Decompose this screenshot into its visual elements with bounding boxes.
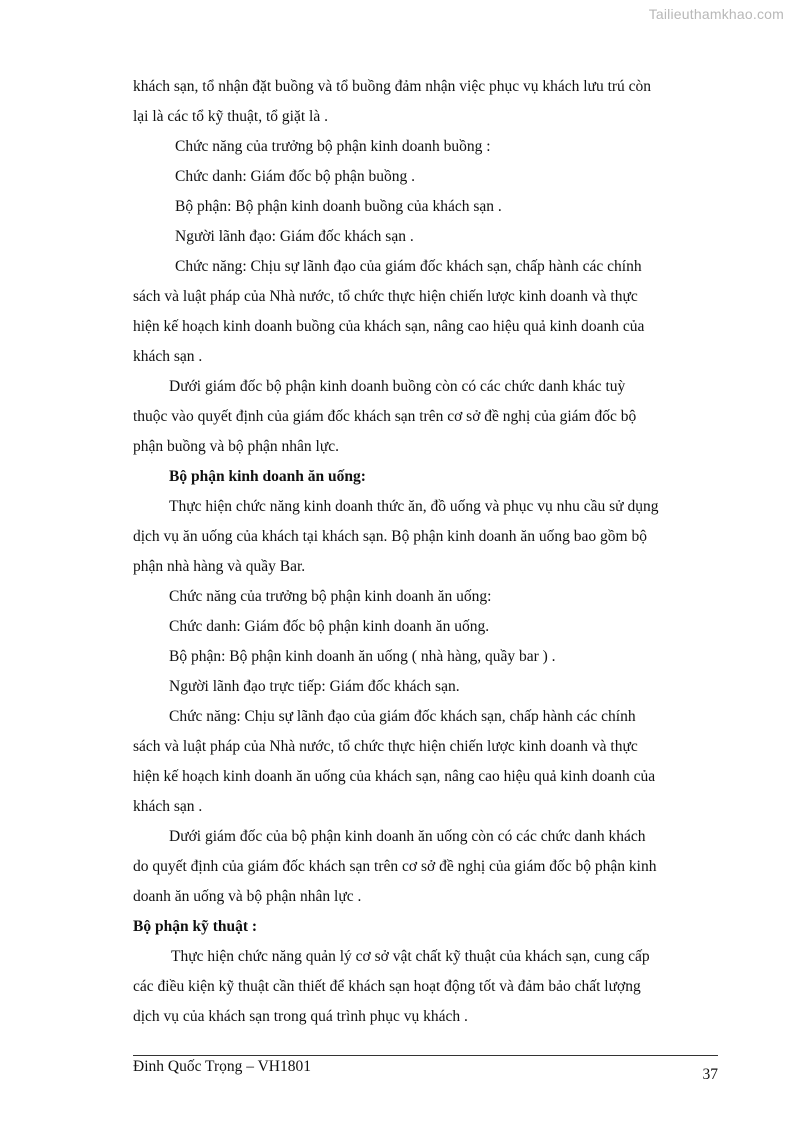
text-line: phận buồng và bộ phận nhân lực. bbox=[133, 438, 339, 455]
paragraph bbox=[133, 492, 718, 582]
text-line: khách sạn, tổ nhận đặt buồng và tổ buồng đảm nhận việc phục vụ khách lưu trú còn bbox=[133, 78, 652, 95]
text-line: lại là các tổ kỹ thuật, tổ giặt là . bbox=[133, 108, 328, 125]
text-line: Người lãnh đạo: Giám đốc khách sạn . bbox=[175, 228, 414, 245]
text-line: thuộc vào quyết định của giám đốc khách sạn trên cơ sở đề nghị của giám đốc bộ bbox=[133, 408, 637, 425]
text-line: hiện kế hoạch kinh doanh buồng của khách sạn, nâng cao hiệu quả kinh doanh của bbox=[133, 318, 645, 335]
text-line: Dưới giám đốc bộ phận kinh doanh buồng còn có các chức danh khác tuỳ bbox=[169, 378, 626, 395]
text-line: khách sạn . bbox=[133, 798, 203, 815]
paragraph bbox=[133, 672, 718, 702]
text-line: khách sạn . bbox=[133, 348, 203, 365]
text-line: phận nhà hàng và quầy Bar. bbox=[133, 558, 306, 575]
paragraph bbox=[133, 132, 718, 162]
heading-text: Bộ phận kinh doanh ăn uống: bbox=[169, 468, 366, 485]
text-line: sách và luật pháp của Nhà nước, tổ chức thực hiện chiến lược kinh doanh và thực bbox=[133, 288, 638, 305]
text-line: Thực hiện chức năng kinh doanh thức ăn, đồ uống và phục vụ nhu cầu sử dụng bbox=[169, 498, 659, 515]
paragraph bbox=[133, 222, 718, 252]
text-line: Chức năng của trưởng bộ phận kinh doanh buồng : bbox=[175, 138, 491, 155]
paragraph bbox=[133, 372, 718, 462]
paragraph bbox=[133, 162, 718, 192]
text-line: Chức năng của trưởng bộ phận kinh doanh ăn uống: bbox=[169, 588, 492, 605]
footer-divider bbox=[133, 1055, 718, 1056]
paragraph bbox=[133, 642, 718, 672]
paragraph bbox=[133, 582, 718, 612]
text-line: dịch vụ ăn uống của khách tại khách sạn. Bộ phận kinh doanh ăn uống bao gồm bộ bbox=[133, 528, 647, 545]
paragraph bbox=[133, 942, 718, 1032]
paragraph bbox=[133, 702, 718, 822]
paragraph bbox=[133, 612, 718, 642]
heading-text: Bộ phận kỹ thuật : bbox=[133, 918, 258, 935]
text-line: Chức danh: Giám đốc bộ phận kinh doanh ăn uống. bbox=[169, 618, 490, 635]
text-line: dịch vụ của khách sạn trong quá trình phục vụ khách . bbox=[133, 1008, 468, 1025]
text-line: sách và luật pháp của Nhà nước, tổ chức thực hiện chiến lược kinh doanh và thực bbox=[133, 738, 638, 755]
section-heading bbox=[133, 912, 718, 942]
text-line: Bộ phận: Bộ phận kinh doanh ăn uống ( nhà hàng, quầy bar ) . bbox=[169, 648, 556, 665]
text-line: doanh ăn uống và bộ phận nhân lực . bbox=[133, 888, 362, 905]
paragraph bbox=[133, 252, 718, 372]
document-body bbox=[133, 72, 718, 1032]
watermark: Tailieuthamkhao.com bbox=[648, 6, 784, 22]
text-line: Dưới giám đốc của bộ phận kinh doanh ăn uống còn có các chức danh khách bbox=[169, 828, 646, 845]
page-number: 37 bbox=[702, 1066, 718, 1083]
text-line: Bộ phận: Bộ phận kinh doanh buồng của khách sạn . bbox=[175, 198, 502, 215]
text-line: hiện kế hoạch kinh doanh ăn uống của khách sạn, nâng cao hiệu quả kinh doanh của bbox=[133, 768, 656, 785]
paragraph bbox=[133, 822, 718, 912]
paragraph bbox=[133, 192, 718, 222]
text-line: Người lãnh đạo trực tiếp: Giám đốc khách sạn. bbox=[169, 678, 460, 695]
text-line: Chức năng: Chịu sự lãnh đạo của giám đốc khách sạn, chấp hành các chính bbox=[169, 708, 636, 725]
text-line: Chức danh: Giám đốc bộ phận buồng . bbox=[175, 168, 416, 185]
text-line: do quyết định của giám đốc khách sạn trên cơ sở đề nghị của giám đốc bộ phận kinh bbox=[133, 858, 657, 875]
text-line: các điều kiện kỹ thuật cần thiết để khách sạn hoạt động tốt và đảm bảo chất lượng bbox=[133, 978, 641, 995]
section-heading bbox=[133, 462, 718, 492]
footer-author: Đinh Quốc Trọng – VH1801 bbox=[133, 1058, 311, 1075]
text-line: Thực hiện chức năng quản lý cơ sở vật chất kỹ thuật của khách sạn, cung cấp bbox=[171, 948, 650, 965]
paragraph-continuation bbox=[133, 72, 718, 132]
text-line: Chức năng: Chịu sự lãnh đạo của giám đốc khách sạn, chấp hành các chính bbox=[175, 258, 642, 275]
